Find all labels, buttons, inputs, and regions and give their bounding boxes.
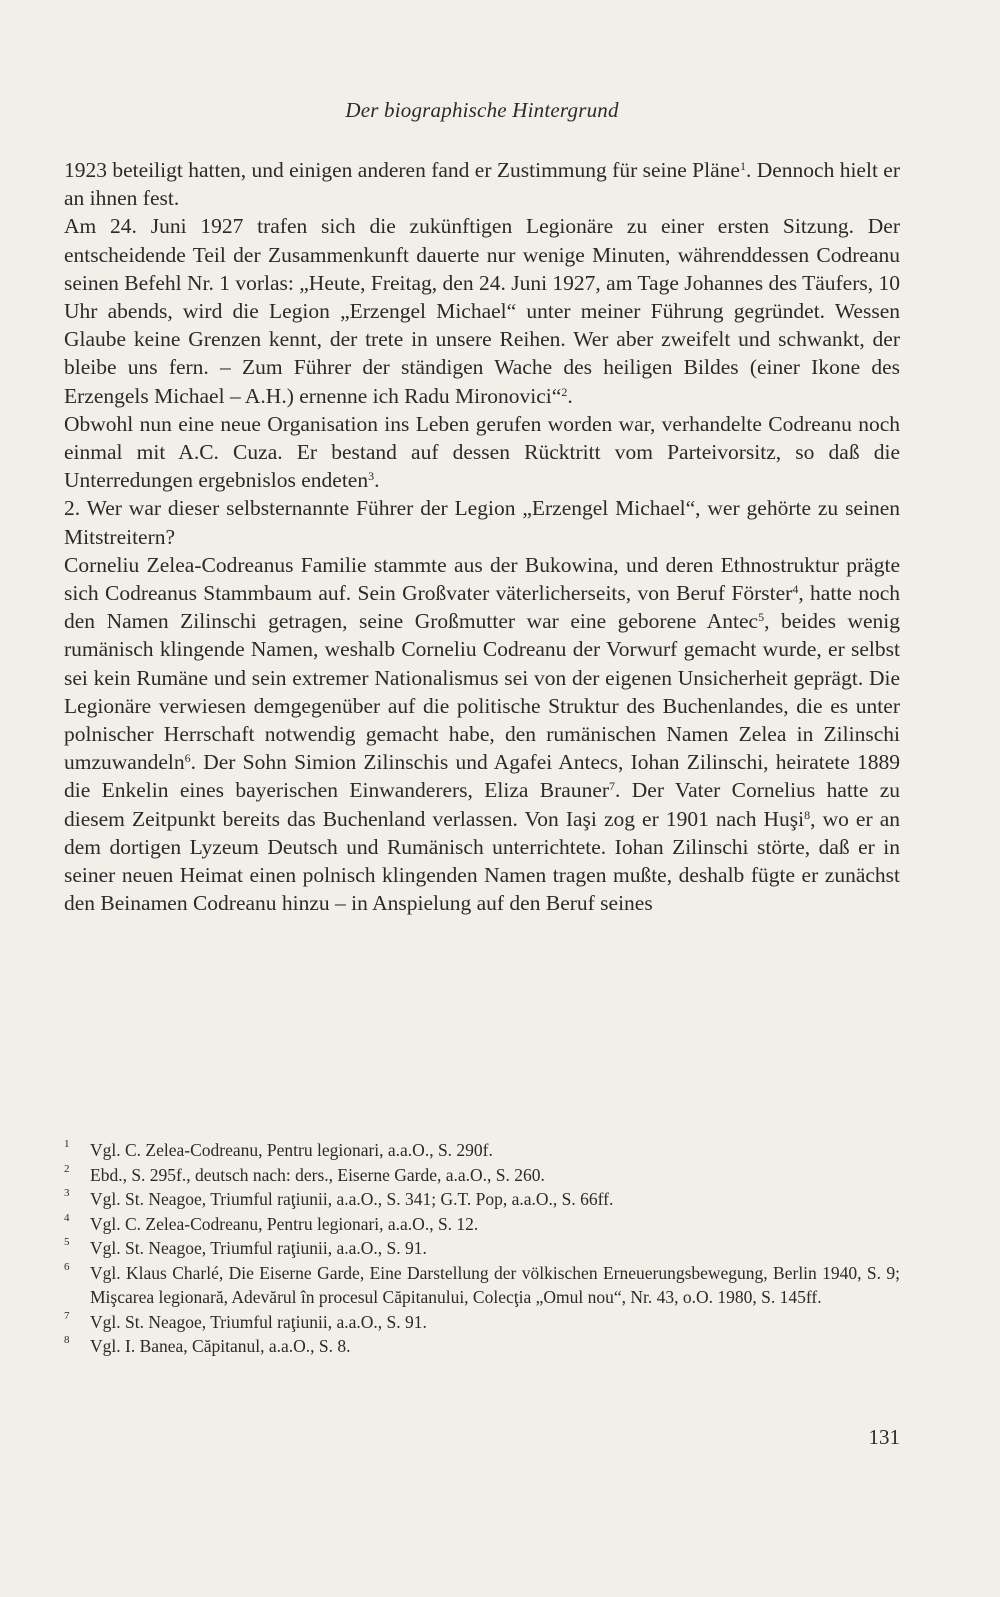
- footnote-number: 4: [64, 1211, 70, 1224]
- footnote-text: Vgl. St. Neagoe, Triumful raţiunii, a.a.O., S. 341; G.T. Pop, a.a.O., S. 66ff.: [90, 1189, 614, 1209]
- book-page: [64, 0, 900, 1597]
- footnote-number: 2: [64, 1162, 70, 1175]
- section-question: 2. Wer war dieser selbsternannte Führer der Legion „Erzengel Michael“, wer gehörte zu seinen Mitstreitern?: [64, 496, 900, 549]
- footnote: [64, 1236, 900, 1261]
- footnote-ref[interactable]: 3: [368, 469, 375, 484]
- footnote-ref[interactable]: 6: [184, 751, 191, 766]
- footnote: [64, 1261, 900, 1310]
- footnote-number: 8: [64, 1334, 70, 1346]
- text-run: .: [567, 383, 573, 408]
- text-run: 1923 beteiligt hatten, und einigen anderen fand er Zustimmung für seine Pläne: [64, 158, 740, 182]
- footnote-number: 6: [64, 1260, 70, 1273]
- footnote-text: Vgl. C. Zelea-Codreanu, Pentru legionari, a.a.O., S. 290f.: [90, 1140, 493, 1160]
- text-run: , hatte noch den Namen Zilinschi getragen, seine Großmutter war eine geborene Antec: [64, 581, 900, 634]
- footnote: [64, 1163, 900, 1188]
- footnote-ref[interactable]: 1: [739, 159, 746, 173]
- footnote-ref[interactable]: 5: [758, 610, 765, 625]
- main-text: [64, 156, 900, 917]
- footnote: [64, 1187, 900, 1212]
- paragraph: [64, 212, 900, 409]
- footnote-ref[interactable]: 2: [561, 384, 568, 399]
- footnote-number: 5: [64, 1236, 70, 1248]
- text-run: , wo er an dem dortigen Lyzeum Deutsch und Rumänisch unterrichtete. Iohan Zilinschi störte, daß er in seiner neuen Heimat einen polnisch klingenden Namen tragen mußte, deshalb fügte er zunächst den Beinamen Codreanu hinzu – in Anspielung auf den Beruf seines: [64, 806, 900, 916]
- footnote-number: 1: [64, 1138, 70, 1150]
- footnote-ref[interactable]: 4: [792, 582, 799, 597]
- text-run: .: [374, 468, 380, 493]
- running-title: Der biographische Hintergrund: [345, 98, 619, 122]
- paragraph: [64, 156, 900, 212]
- footnote-text: Vgl. St. Neagoe, Triumful raţiunii, a.a.O., S. 91.: [90, 1238, 427, 1258]
- footnote-text: Vgl. St. Neagoe, Triumful raţiunii, a.a.O., S. 91.: [90, 1311, 427, 1332]
- footnote-text: Vgl. C. Zelea-Codreanu, Pentru legionari, a.a.O., S. 12.: [90, 1213, 479, 1234]
- footnote-ref[interactable]: 7: [609, 779, 616, 794]
- paragraph: [64, 551, 900, 918]
- paragraph: [64, 410, 900, 495]
- text-run: . Der Vater Cornelius hatte zu diesem Zeitpunkt bereits das Buchenland verlassen. Von Iaşi zog er 1901 nach Huşi: [64, 778, 901, 831]
- page-number: 131: [868, 1425, 900, 1449]
- footnotes: [64, 1138, 900, 1359]
- footnote: [64, 1334, 900, 1359]
- footnote: [64, 1310, 900, 1335]
- footnote: [64, 1212, 900, 1237]
- text-run: . Der Sohn Simion Zilinschis und Agafei Antecs, Iohan Zilinschi, heiratete 1889 die Enkelin eines bayerischen Einwanderers, Eliza Brauner: [64, 750, 900, 803]
- text-run: . Dennoch hielt er an ihnen fest.: [64, 158, 901, 211]
- text-run: Corneliu Zelea-Codreanus Familie stammte aus der Bukowina, und deren Ethnostruktur prägte sich Codreanus Stammbaum auf. Sein Großvater väterlicherseits, von Beruf Förster: [64, 552, 900, 606]
- footnote-text: Ebd., S. 295f., deutsch nach: ders., Eiserne Garde, a.a.O., S. 260.: [90, 1164, 545, 1185]
- footnote-text: Vgl. Klaus Charlé, Die Eiserne Garde, Eine Darstellung der völkischen Erneuerungsbewegung, Berlin 1940, S. 9; Mişcarea legionară, Adevărul în procesul Căpitanului, Colecţia „Omul nou“, Nr. 43, o.O. 1980, S. 145ff.: [90, 1262, 900, 1307]
- footnote-text: Vgl. I. Banea, Căpitanul, a.a.O., S. 8.: [90, 1336, 351, 1356]
- text-run: Obwohl nun eine neue Organisation ins Leben gerufen worden war, verhandelte Codreanu noch einmal mit A.C. Cuza. Er bestand auf dessen Rücktritt vom Parteivorsitz, so daß die Unterredungen ergebnislos endeten: [64, 411, 900, 493]
- footnote-number: 3: [64, 1187, 70, 1199]
- footnote-ref[interactable]: 8: [804, 807, 811, 822]
- footnote-number: 7: [64, 1309, 70, 1322]
- footnote: [64, 1138, 900, 1163]
- text-run: Am 24. Juni 1927 trafen sich die zukünftigen Legionäre zu einer ersten Sitzung. Der entscheidende Teil der Zusammenkunft dauerte nur wenige Minuten, währenddessen Codreanu seinen Befehl Nr. 1 vorlas: „Heute, Freitag, den 24. Juni 1927, am Tage Johannes des Täufers, 10 Uhr abends, wird die Legion „Erzengel Michael“ unter meiner Führung gegründet. Wessen Glaube keine Grenzen kennt, der trete in unsere Reihen. Wer aber zweifelt und schwankt, der bleibe uns fern. – Zum Führer der ständigen Wache des heiligen Bildes (einer Ikone des Erzengels Michael – A.H.) ernenne ich Radu Mironovici“: [64, 214, 901, 408]
- text-run: , beides wenig rumänisch klingende Namen, weshalb Corneliu Codreanu der Vorwurf gemacht wurde, er selbst sei kein Rumäne und sein extremer Nationalismus sei von der eigenen Unsicherheit geprägt. Die Legionäre verwiesen demgegenüber auf die politische Struktur des Buchenlandes, die es unter polnischer Herrschaft notwendig gemacht habe, den rumänischen Namen Zelea in Zilinschi umzuwandeln: [64, 609, 900, 775]
